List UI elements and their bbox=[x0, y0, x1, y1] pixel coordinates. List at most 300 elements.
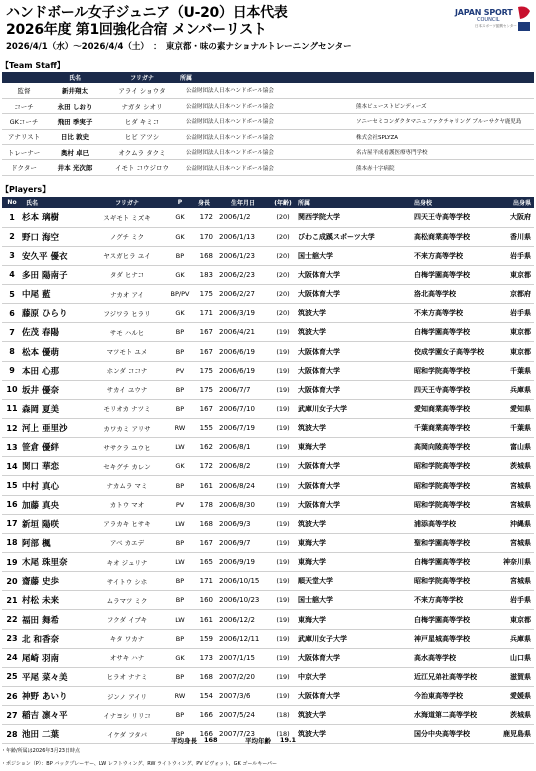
staff-name: 永田 しおり bbox=[46, 98, 104, 113]
player-name: 平尾 菜々美 bbox=[22, 667, 86, 686]
player-school: 愛知商業高等学校 bbox=[398, 399, 494, 418]
player-prefecture: 鹿児島県 bbox=[494, 725, 534, 744]
player-kana: ササクラ ユウヒ bbox=[86, 438, 168, 457]
player-position: GK bbox=[168, 648, 192, 667]
player-age: (19) bbox=[270, 610, 296, 629]
player-position: BP bbox=[168, 533, 192, 552]
player-age: (18) bbox=[270, 706, 296, 725]
player-position: PV bbox=[168, 495, 192, 514]
player-height: 168 bbox=[192, 246, 216, 265]
player-row bbox=[2, 667, 534, 686]
player-prefecture: 宮城県 bbox=[494, 495, 534, 514]
col-name: 氏名 bbox=[22, 197, 86, 208]
players-heading: 【Players】 bbox=[1, 185, 51, 194]
logo-line3: 日本スポーツ振興センター bbox=[475, 24, 517, 28]
staff-org: 公益財団法人日本ハンドボール協会 bbox=[180, 160, 356, 175]
player-club: 大阪体育大学 bbox=[296, 476, 398, 495]
player-row bbox=[2, 457, 534, 476]
player-height: 167 bbox=[192, 399, 216, 418]
player-kana: ホンダ ココナ bbox=[86, 361, 168, 380]
player-name: 池田 二葉 bbox=[22, 725, 86, 744]
player-position: GK bbox=[168, 208, 192, 227]
staff-row bbox=[2, 129, 534, 144]
player-height: 167 bbox=[192, 342, 216, 361]
player-dob: 2006/2/23 bbox=[216, 265, 270, 284]
player-age: (19) bbox=[270, 476, 296, 495]
player-dob: 2006/1/23 bbox=[216, 246, 270, 265]
player-position: GK bbox=[168, 457, 192, 476]
player-no: 3 bbox=[2, 246, 22, 265]
player-position: BP bbox=[168, 706, 192, 725]
player-name: 藤原 ひらり bbox=[22, 304, 86, 323]
player-height: 178 bbox=[192, 495, 216, 514]
title-line1: ハンドボール女子ジュニア（U-20）日本代表 bbox=[6, 5, 288, 21]
player-kana: マツモト ユメ bbox=[86, 342, 168, 361]
player-prefecture: 愛知県 bbox=[494, 399, 534, 418]
player-school: 四天王寺高等学校 bbox=[398, 208, 494, 227]
player-name: 尾崎 羽南 bbox=[22, 648, 86, 667]
player-no: 25 bbox=[2, 667, 22, 686]
player-height: 175 bbox=[192, 361, 216, 380]
player-club: 東海大学 bbox=[296, 533, 398, 552]
player-name: 杉本 璃樹 bbox=[22, 208, 86, 227]
player-dob: 2007/5/24 bbox=[216, 706, 270, 725]
player-prefecture: 宮城県 bbox=[494, 476, 534, 495]
player-age: (20) bbox=[270, 265, 296, 284]
player-position: BP bbox=[168, 667, 192, 686]
player-row bbox=[2, 706, 534, 725]
player-no: 13 bbox=[2, 438, 22, 457]
staff-row bbox=[2, 114, 534, 129]
player-no: 6 bbox=[2, 304, 22, 323]
player-position: LW bbox=[168, 514, 192, 533]
player-height: 168 bbox=[192, 667, 216, 686]
player-no: 4 bbox=[2, 265, 22, 284]
player-age: (20) bbox=[270, 246, 296, 265]
player-kana: ジンノ アイリ bbox=[86, 687, 168, 706]
player-age: (19) bbox=[270, 380, 296, 399]
player-kana: ヤスガヒラ ユイ bbox=[86, 246, 168, 265]
staff-name: 日比 敦史 bbox=[46, 129, 104, 144]
player-name: 佐茂 春陽 bbox=[22, 323, 86, 342]
player-prefecture: 香川県 bbox=[494, 227, 534, 246]
player-prefecture: 岩手県 bbox=[494, 304, 534, 323]
player-prefecture: 岩手県 bbox=[494, 591, 534, 610]
player-club: 大阪体育大学 bbox=[296, 285, 398, 304]
player-position: GK bbox=[168, 265, 192, 284]
player-school: 千葉商業高等学校 bbox=[398, 419, 494, 438]
player-height: 162 bbox=[192, 438, 216, 457]
player-club: 筑波大学 bbox=[296, 725, 398, 744]
player-kana: ヒラオ ナナミ bbox=[86, 667, 168, 686]
player-no: 18 bbox=[2, 533, 22, 552]
col-no: No bbox=[2, 197, 22, 208]
player-school: 洛北高等学校 bbox=[398, 285, 494, 304]
player-club: 筑波大学 bbox=[296, 323, 398, 342]
player-height: 160 bbox=[192, 591, 216, 610]
player-school: 国分中央高等学校 bbox=[398, 725, 494, 744]
player-height: 168 bbox=[192, 514, 216, 533]
player-name: 野口 海空 bbox=[22, 227, 86, 246]
player-name: 齋藤 史歩 bbox=[22, 572, 86, 591]
player-age: (20) bbox=[270, 304, 296, 323]
player-name: 中村 真心 bbox=[22, 476, 86, 495]
player-kana: イケダ フタバ bbox=[86, 725, 168, 744]
player-no: 10 bbox=[2, 380, 22, 399]
player-dob: 2006/6/19 bbox=[216, 361, 270, 380]
player-club: 国士舘大学 bbox=[296, 591, 398, 610]
player-club: 大阪体育大学 bbox=[296, 265, 398, 284]
player-prefecture: 岩手県 bbox=[494, 246, 534, 265]
player-dob: 2006/1/13 bbox=[216, 227, 270, 246]
player-kana: タダ ヒナコ bbox=[86, 265, 168, 284]
player-prefecture: 兵庫県 bbox=[494, 629, 534, 648]
staff-name: 新井翔太 bbox=[46, 83, 104, 98]
player-kana: ムラマツ ミク bbox=[86, 591, 168, 610]
players-table bbox=[2, 197, 534, 744]
player-dob: 2006/10/23 bbox=[216, 591, 270, 610]
player-dob: 2007/7/23 bbox=[216, 725, 270, 744]
player-position: GK bbox=[168, 304, 192, 323]
player-position: BP bbox=[168, 476, 192, 495]
player-no: 28 bbox=[2, 725, 22, 744]
player-dob: 2006/6/19 bbox=[216, 342, 270, 361]
player-position: GK bbox=[168, 227, 192, 246]
player-name: 神野 あいり bbox=[22, 687, 86, 706]
player-kana: キオ ジュリナ bbox=[86, 553, 168, 572]
player-kana: ナカムラ マミ bbox=[86, 476, 168, 495]
staff-kana: ヒビ アツシ bbox=[104, 129, 180, 144]
player-prefecture: 東京都 bbox=[494, 342, 534, 361]
player-school: 昭和学院高等学校 bbox=[398, 476, 494, 495]
player-dob: 2007/1/15 bbox=[216, 648, 270, 667]
player-row bbox=[2, 419, 534, 438]
player-dob: 2006/1/2 bbox=[216, 208, 270, 227]
player-school: 昭和学院高等学校 bbox=[398, 495, 494, 514]
player-row bbox=[2, 591, 534, 610]
player-row bbox=[2, 572, 534, 591]
player-school: 白梅学園高等学校 bbox=[398, 553, 494, 572]
player-no: 23 bbox=[2, 629, 22, 648]
player-row bbox=[2, 687, 534, 706]
player-club: 大阪体育大学 bbox=[296, 361, 398, 380]
staff-org: 公益財団法人日本ハンドボール協会 bbox=[180, 129, 356, 144]
player-dob: 2006/8/2 bbox=[216, 457, 270, 476]
player-dob: 2006/12/2 bbox=[216, 610, 270, 629]
player-dob: 2006/8/1 bbox=[216, 438, 270, 457]
player-dob: 2006/3/19 bbox=[216, 304, 270, 323]
player-prefecture: 千葉県 bbox=[494, 419, 534, 438]
col-dob: 生年月日 bbox=[216, 197, 270, 208]
player-row bbox=[2, 342, 534, 361]
staff-col-kana: フリガナ bbox=[104, 72, 180, 83]
player-row bbox=[2, 533, 534, 552]
player-height: 183 bbox=[192, 265, 216, 284]
player-school: 佼成学園女子高等学校 bbox=[398, 342, 494, 361]
player-age: (19) bbox=[270, 648, 296, 667]
staff-org2: ソニーセミコンダクタマニュファクチャリング ブルーサクヤ鹿児島 bbox=[356, 114, 534, 129]
player-age: (19) bbox=[270, 438, 296, 457]
player-school: 四天王寺高等学校 bbox=[398, 380, 494, 399]
player-school: 不来方高等学校 bbox=[398, 246, 494, 265]
staff-table bbox=[2, 72, 534, 176]
player-no: 19 bbox=[2, 553, 22, 572]
staff-org2 bbox=[356, 83, 534, 98]
player-kana: カワカミ アリサ bbox=[86, 419, 168, 438]
col-height: 身長 bbox=[192, 197, 216, 208]
player-school: 高岡向陵高等学校 bbox=[398, 438, 494, 457]
player-kana: ノグチ ミク bbox=[86, 227, 168, 246]
player-dob: 2006/9/19 bbox=[216, 553, 270, 572]
player-age: (19) bbox=[270, 419, 296, 438]
col-pos: P bbox=[168, 197, 192, 208]
player-club: 順天堂大学 bbox=[296, 572, 398, 591]
player-school: 今治東高等学校 bbox=[398, 687, 494, 706]
dates-venue: 2026/4/1（水）～2026/4/4（土） ： 東京都・味の素ナショナルトレーニングセンター bbox=[6, 42, 352, 52]
player-name: 坂井 優奈 bbox=[22, 380, 86, 399]
player-no: 16 bbox=[2, 495, 22, 514]
player-no: 12 bbox=[2, 419, 22, 438]
player-school: 近江兄弟社高等学校 bbox=[398, 667, 494, 686]
player-row bbox=[2, 285, 534, 304]
player-height: 173 bbox=[192, 648, 216, 667]
title-line2: 2026年度 第1回強化合宿 メンバーリスト bbox=[6, 22, 267, 38]
staff-row bbox=[2, 83, 534, 98]
player-row bbox=[2, 476, 534, 495]
player-prefecture: 東京都 bbox=[494, 610, 534, 629]
players-header-row bbox=[2, 197, 534, 208]
player-club: 武庫川女子大学 bbox=[296, 399, 398, 418]
logo-line1: JAPAN SPORT bbox=[455, 8, 513, 17]
player-row bbox=[2, 495, 534, 514]
player-kana: セキグチ カレン bbox=[86, 457, 168, 476]
player-row bbox=[2, 514, 534, 533]
player-prefecture: 宮城県 bbox=[494, 572, 534, 591]
staff-name: 奥村 卓巳 bbox=[46, 145, 104, 160]
player-kana: キタ ワカナ bbox=[86, 629, 168, 648]
player-school: 神戸星城高等学校 bbox=[398, 629, 494, 648]
avg-height-value: 168 bbox=[204, 736, 218, 744]
player-no: 27 bbox=[2, 706, 22, 725]
player-age: (19) bbox=[270, 533, 296, 552]
player-age: (19) bbox=[270, 629, 296, 648]
player-height: 155 bbox=[192, 419, 216, 438]
staff-col-role bbox=[2, 72, 46, 83]
player-prefecture: 山口県 bbox=[494, 648, 534, 667]
col-pref: 出身県 bbox=[494, 197, 534, 208]
player-prefecture: 大阪府 bbox=[494, 208, 534, 227]
player-kana: オサキ ハナ bbox=[86, 648, 168, 667]
player-row bbox=[2, 380, 534, 399]
staff-kana: イモト コウジロウ bbox=[104, 160, 180, 175]
player-height: 171 bbox=[192, 572, 216, 591]
player-kana: アベ カエデ bbox=[86, 533, 168, 552]
player-height: 167 bbox=[192, 533, 216, 552]
player-kana: ナカオ アイ bbox=[86, 285, 168, 304]
player-prefecture: 宮城県 bbox=[494, 533, 534, 552]
player-height: 154 bbox=[192, 687, 216, 706]
player-name: 北 和香奈 bbox=[22, 629, 86, 648]
footnote-age: ・年齢/所属は2026年3月23日時点 bbox=[1, 748, 80, 754]
player-height: 165 bbox=[192, 553, 216, 572]
player-prefecture: 東京都 bbox=[494, 323, 534, 342]
player-position: BP bbox=[168, 246, 192, 265]
staff-row bbox=[2, 145, 534, 160]
player-age: (19) bbox=[270, 323, 296, 342]
avg-age-value: 19.1 bbox=[280, 736, 297, 744]
player-row bbox=[2, 227, 534, 246]
player-club: 大阪体育大学 bbox=[296, 648, 398, 667]
player-position: BP/PV bbox=[168, 285, 192, 304]
player-no: 2 bbox=[2, 227, 22, 246]
player-no: 17 bbox=[2, 514, 22, 533]
staff-role: アナリスト bbox=[2, 129, 46, 144]
player-height: 171 bbox=[192, 304, 216, 323]
player-height: 159 bbox=[192, 629, 216, 648]
staff-org2: 株式会社SPLYZA bbox=[356, 129, 534, 144]
player-name: 新垣 陽咲 bbox=[22, 514, 86, 533]
player-prefecture: 兵庫県 bbox=[494, 380, 534, 399]
player-age: (19) bbox=[270, 687, 296, 706]
player-school: 白梅学園高等学校 bbox=[398, 323, 494, 342]
player-club: 東海大学 bbox=[296, 553, 398, 572]
player-school: 不来方高等学校 bbox=[398, 591, 494, 610]
player-school: 高水高等学校 bbox=[398, 648, 494, 667]
player-height: 166 bbox=[192, 706, 216, 725]
player-club: 大阪体育大学 bbox=[296, 380, 398, 399]
player-row bbox=[2, 265, 534, 284]
player-name: 木尾 珠里奈 bbox=[22, 553, 86, 572]
staff-role: コーチ bbox=[2, 98, 46, 113]
player-height: 172 bbox=[192, 457, 216, 476]
player-name: 森岡 夏美 bbox=[22, 399, 86, 418]
player-kana: イナヨシ リリコ bbox=[86, 706, 168, 725]
staff-kana: ナガタ シオリ bbox=[104, 98, 180, 113]
player-age: (20) bbox=[270, 285, 296, 304]
player-no: 21 bbox=[2, 591, 22, 610]
player-row bbox=[2, 629, 534, 648]
staff-org: 公益財団法人日本ハンドボール協会 bbox=[180, 98, 356, 113]
player-school: 昭和学院高等学校 bbox=[398, 572, 494, 591]
player-no: 20 bbox=[2, 572, 22, 591]
player-name: 中尾 藍 bbox=[22, 285, 86, 304]
player-no: 22 bbox=[2, 610, 22, 629]
player-school: 不来方高等学校 bbox=[398, 304, 494, 323]
player-age: (19) bbox=[270, 591, 296, 610]
staff-org2: 名古屋平成看護医療専門学校 bbox=[356, 145, 534, 160]
player-school: 昭和学院高等学校 bbox=[398, 457, 494, 476]
player-height: 161 bbox=[192, 476, 216, 495]
japan-flag-icon bbox=[517, 5, 531, 33]
player-dob: 2006/7/7 bbox=[216, 380, 270, 399]
player-position: BP bbox=[168, 572, 192, 591]
player-position: BP bbox=[168, 342, 192, 361]
player-age: (18) bbox=[270, 725, 296, 744]
staff-name: 飛田 季実子 bbox=[46, 114, 104, 129]
staff-org: 公益財団法人日本ハンドボール協会 bbox=[180, 83, 356, 98]
player-dob: 2006/2/27 bbox=[216, 285, 270, 304]
player-position: BP bbox=[168, 399, 192, 418]
player-dob: 2006/9/7 bbox=[216, 533, 270, 552]
player-row bbox=[2, 553, 534, 572]
player-club: 東海大学 bbox=[296, 610, 398, 629]
player-height: 175 bbox=[192, 285, 216, 304]
staff-org: 公益財団法人日本ハンドボール協会 bbox=[180, 114, 356, 129]
player-dob: 2007/3/6 bbox=[216, 687, 270, 706]
player-name: 安久平 優衣 bbox=[22, 246, 86, 265]
player-age: (19) bbox=[270, 457, 296, 476]
player-club: 大阪体育大学 bbox=[296, 687, 398, 706]
player-prefecture: 滋賀県 bbox=[494, 667, 534, 686]
avg-age-label: 平均年齢 bbox=[245, 737, 271, 745]
player-name: 福田 舞希 bbox=[22, 610, 86, 629]
player-club: 大阪体育大学 bbox=[296, 342, 398, 361]
col-school: 出身校 bbox=[398, 197, 494, 208]
player-height: 166 bbox=[192, 725, 216, 744]
player-dob: 2006/8/24 bbox=[216, 476, 270, 495]
player-age: (19) bbox=[270, 667, 296, 686]
player-dob: 2006/7/19 bbox=[216, 419, 270, 438]
staff-row bbox=[2, 160, 534, 175]
player-age: (19) bbox=[270, 553, 296, 572]
player-club: 筑波大学 bbox=[296, 706, 398, 725]
player-club: 関西学院大学 bbox=[296, 208, 398, 227]
player-row bbox=[2, 399, 534, 418]
player-age: (19) bbox=[270, 514, 296, 533]
player-age: (19) bbox=[270, 342, 296, 361]
player-kana: カトウ マオ bbox=[86, 495, 168, 514]
player-club: 東海大学 bbox=[296, 438, 398, 457]
staff-col-org: 所属 bbox=[180, 72, 356, 83]
player-position: RW bbox=[168, 419, 192, 438]
staff-header-row bbox=[2, 72, 534, 83]
player-name: 本田 心那 bbox=[22, 361, 86, 380]
player-height: 161 bbox=[192, 610, 216, 629]
player-no: 15 bbox=[2, 476, 22, 495]
player-no: 8 bbox=[2, 342, 22, 361]
col-kana: フリガナ bbox=[86, 197, 168, 208]
staff-org: 公益財団法人日本ハンドボール協会 bbox=[180, 145, 356, 160]
player-position: LW bbox=[168, 553, 192, 572]
player-position: BP bbox=[168, 380, 192, 399]
player-school: 水海道第二高等学校 bbox=[398, 706, 494, 725]
player-height: 172 bbox=[192, 208, 216, 227]
player-name: 阿部 楓 bbox=[22, 533, 86, 552]
player-name: 笹倉 優絆 bbox=[22, 438, 86, 457]
staff-col-name: 氏名 bbox=[46, 72, 104, 83]
player-row bbox=[2, 438, 534, 457]
staff-org2: 熊本赤十字病院 bbox=[356, 160, 534, 175]
player-club: 国士舘大学 bbox=[296, 246, 398, 265]
player-prefecture: 茨城県 bbox=[494, 706, 534, 725]
staff-heading: 【Team Staff】 bbox=[1, 61, 65, 70]
staff-row bbox=[2, 98, 534, 113]
player-school: 高松商業高等学校 bbox=[398, 227, 494, 246]
player-name: 加藤 真央 bbox=[22, 495, 86, 514]
player-name: 多田 陽南子 bbox=[22, 265, 86, 284]
player-dob: 2006/9/3 bbox=[216, 514, 270, 533]
player-no: 26 bbox=[2, 687, 22, 706]
jsc-logo bbox=[455, 3, 533, 33]
player-prefecture: 千葉県 bbox=[494, 361, 534, 380]
player-kana: スギモト ミズキ bbox=[86, 208, 168, 227]
player-prefecture: 茨城県 bbox=[494, 457, 534, 476]
player-kana: フクダ イブキ bbox=[86, 610, 168, 629]
player-row bbox=[2, 610, 534, 629]
player-school: 浦添高等学校 bbox=[398, 514, 494, 533]
player-no: 5 bbox=[2, 285, 22, 304]
staff-role: GKコーチ bbox=[2, 114, 46, 129]
